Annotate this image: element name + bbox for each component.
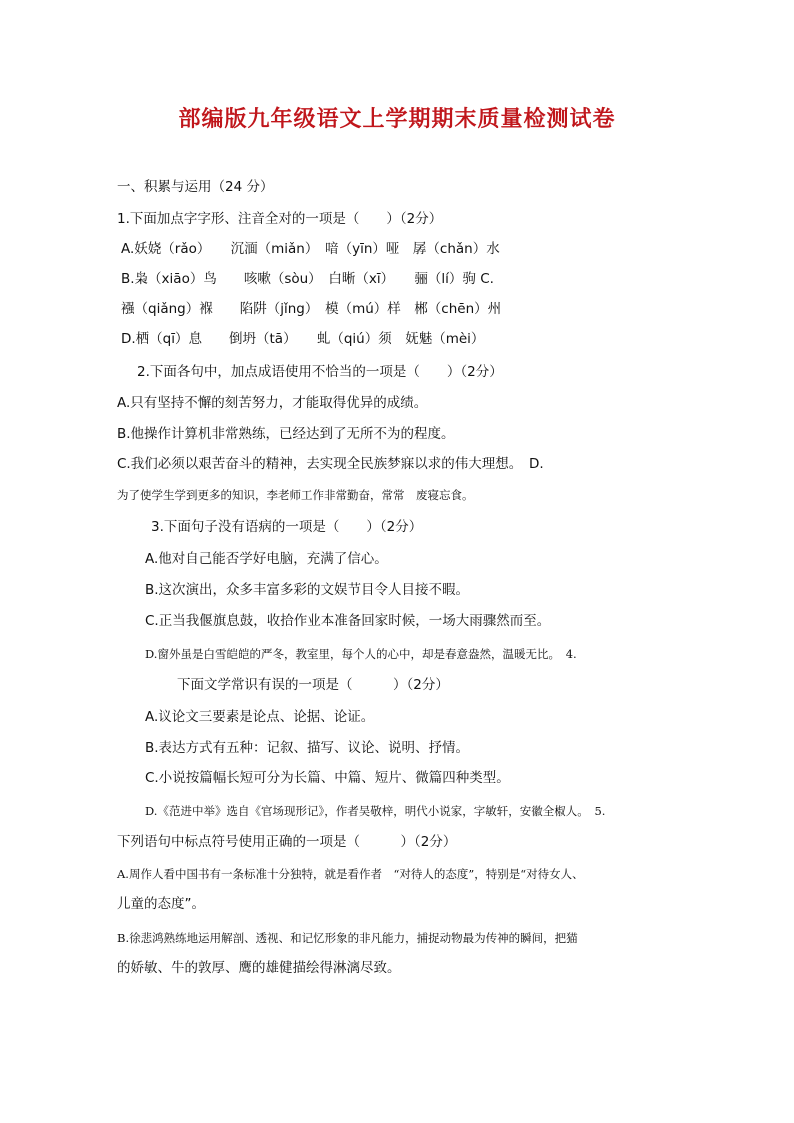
- question-5: 下列语句中标点符号使用正确的一项是（ ）（2分）: [117, 834, 457, 850]
- question-3: 3.下面句子没有语病的一项是（ ）（2分）: [151, 519, 423, 535]
- q3-option-a: A.他对自己能否学好电脑，充满了信心。: [145, 551, 388, 567]
- q1-option-b: B.枭（xiāo）鸟 咳嗽（sòu） 白晰（xī） 骊（lí）驹 C.: [121, 271, 494, 287]
- q2-option-d: 为了使学生学到更多的知识，李老师工作非常勤奋，常常 废寝忘食。: [117, 488, 474, 502]
- q3-option-b: B.这次演出，众多丰富多彩的文娱节目令人目接不暇。: [145, 582, 470, 598]
- question-2: 2.下面各句中，加点成语使用不恰当的一项是（ ）（2分）: [137, 364, 503, 380]
- q5-option-a-continued: 儿童的态度”。: [117, 896, 205, 912]
- q2-option-c: C.我们必须以艰苦奋斗的精神，去实现全民族梦寐以求的伟大理想。 D.: [117, 456, 544, 472]
- q4-option-a: A.议论文三要素是论点、论据、论证。: [145, 709, 375, 725]
- section-heading: 一、积累与运用（24 分）: [117, 179, 274, 195]
- q5-option-a: A.周作人看中国书有一条标准十分独特，就是看作者 “对待人的态度”，特别是“对待女人、: [117, 867, 584, 881]
- q3-option-c: C.正当我偃旗息鼓，收拾作业本准备回家时候，一场大雨骤然而至。: [145, 613, 551, 629]
- q5-option-b: B.徐悲鸿熟练地运用解剖、透视、和记忆形象的非凡能力，捕捉动物最为传神的瞬间，把猫: [117, 931, 578, 945]
- question-1: 1.下面加点字字形、注音全对的一项是（ ）（2分）: [117, 211, 443, 227]
- q1-option-c: 襁（qiǎng）褓 陷阱（jǐng） 模（mú）样 郴（chēn）州: [121, 301, 502, 317]
- q4-option-c: C.小说按篇幅长短可分为长篇、中篇、短片、微篇四种类型。: [145, 770, 510, 786]
- q4-option-b: B.表达方式有五种：记叙、描写、议论、说明、抒情。: [145, 740, 470, 756]
- q2-option-b: B.他操作计算机非常熟练，已经达到了无所不为的程度。: [117, 426, 455, 442]
- question-4: 下面文学常识有误的一项是（ ）（2分）: [177, 677, 449, 693]
- exam-title: 部编版九年级语文上学期期末质量检测试卷: [178, 106, 616, 132]
- q4-option-d: D.《范进中举》选自《官场现形记》，作者吴敬梓，明代小说家，字敏轩，安徽全椒人。 5.: [145, 804, 606, 818]
- q3-option-d: D.窗外虽是白雪皑皑的严冬，教室里，每个人的心中，却是春意盎然，温暖无比。 4.: [145, 647, 577, 661]
- q1-option-d: D.栖（qī）息 倒坍（tā） 虬（qiú）须 妩魅（mèi）: [121, 331, 485, 347]
- q1-option-a: A.妖娆（rǎo） 沉湎（miǎn） 喑（yīn）哑 孱（chǎn）水: [121, 241, 500, 257]
- q2-option-a: A.只有坚持不懈的刻苦努力，才能取得优异的成绩。: [117, 395, 428, 411]
- q5-option-b-continued: 的娇敏、牛的敦厚、鹰的雄健描绘得淋漓尽致。: [117, 960, 401, 976]
